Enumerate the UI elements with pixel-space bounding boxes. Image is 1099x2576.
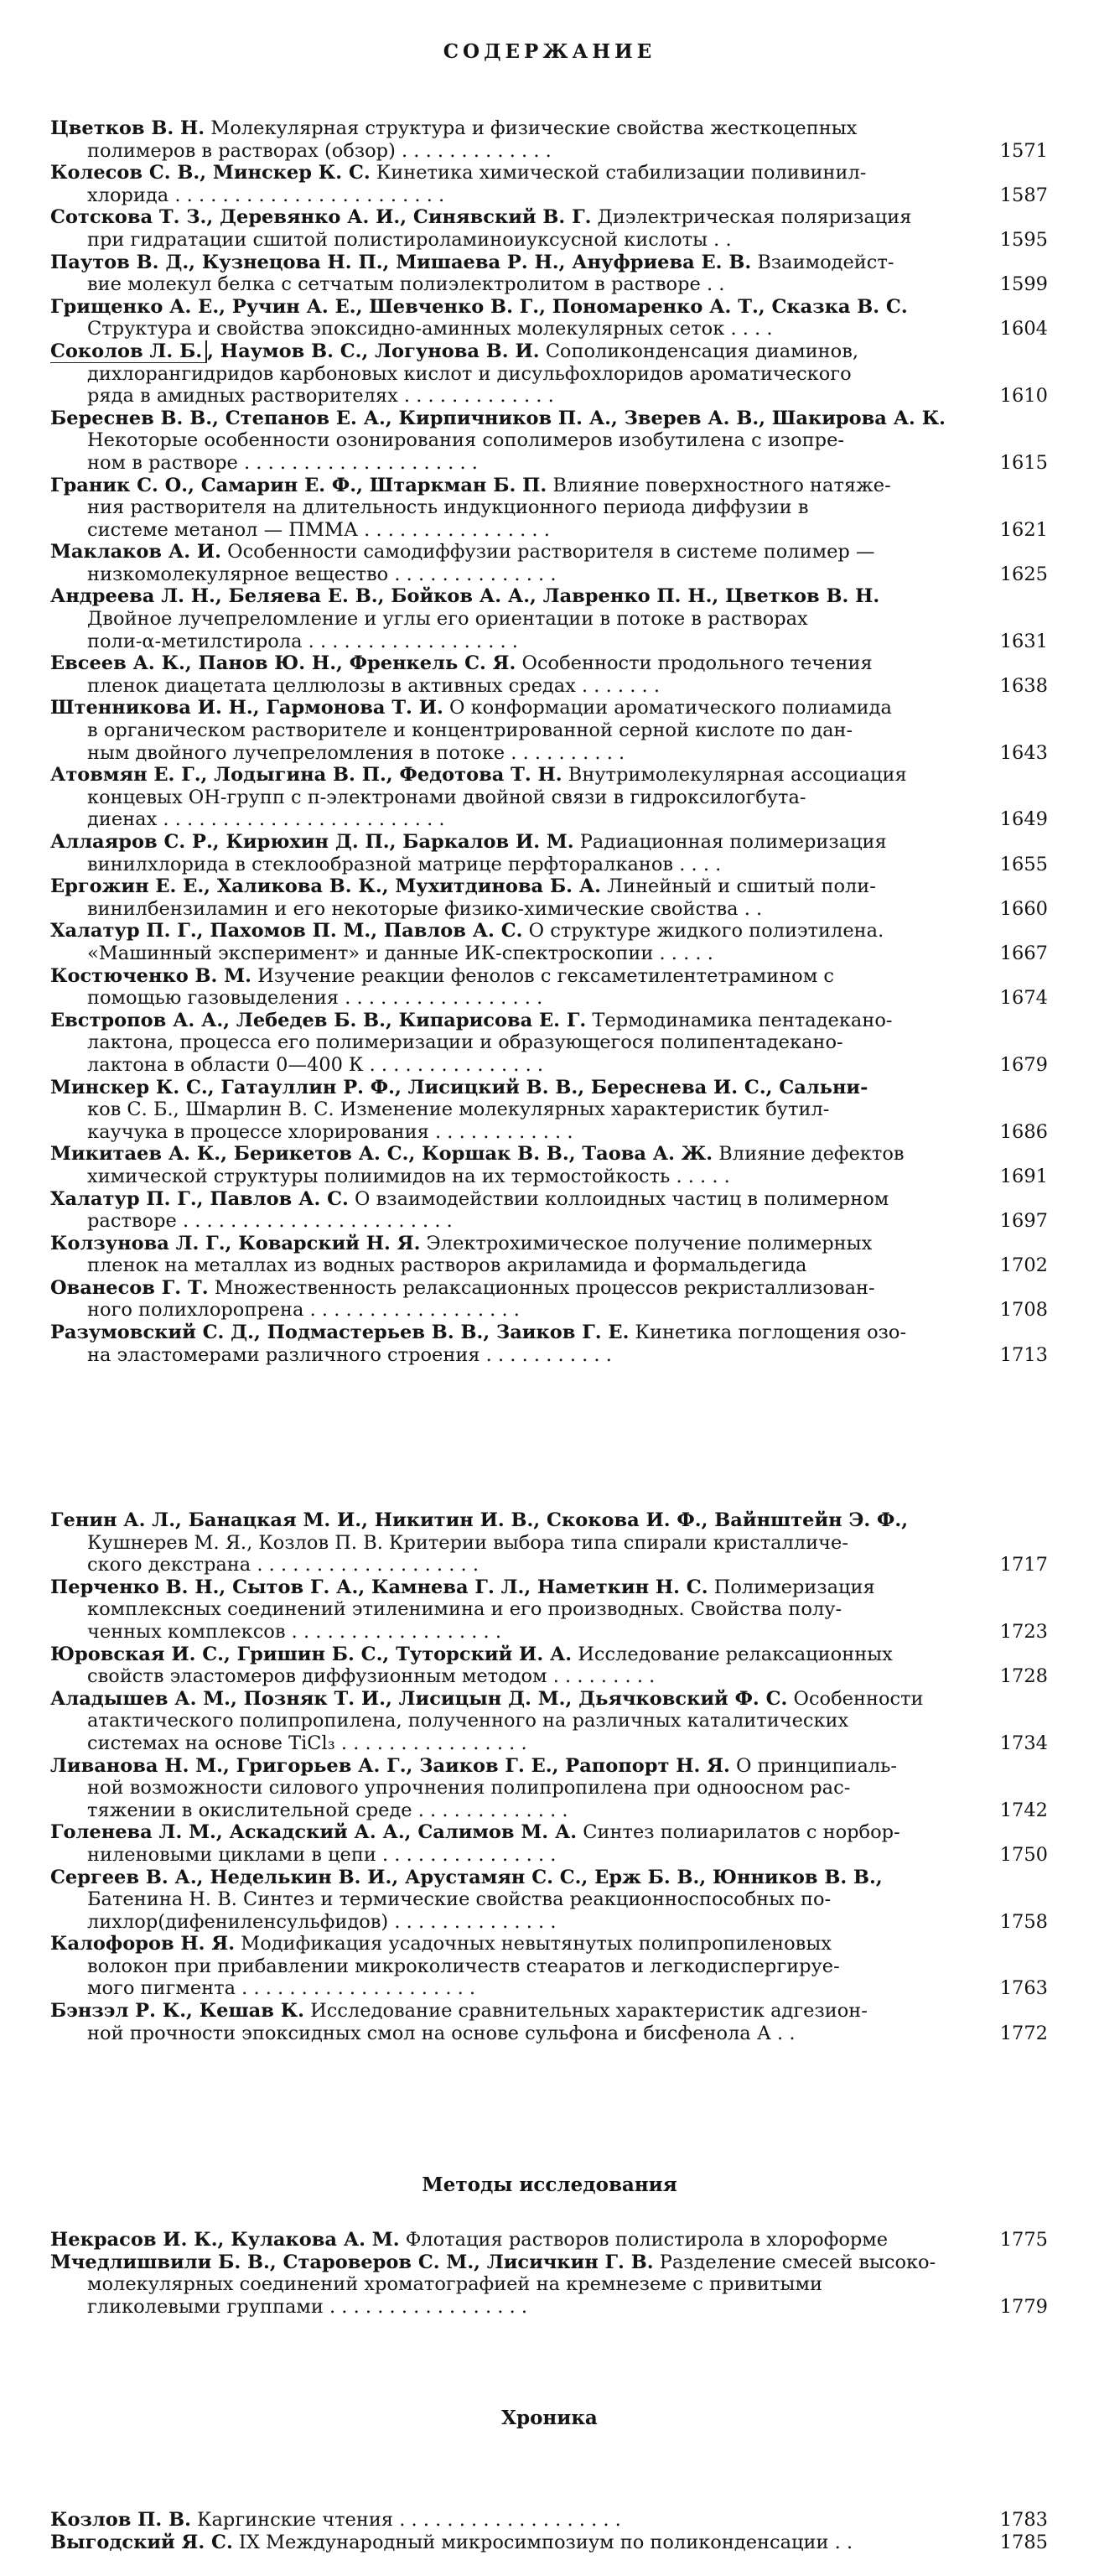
entry-title-text: Особенности самодиффузии растворителя в системе полимер —: [220, 541, 875, 564]
entry-authors: Бэнзэл Р. К., Кешав К.: [50, 2000, 305, 2023]
toc-entry: [50, 2000, 1048, 2044]
entry-title-text: «Машинный эксперимент» и данные ИК-спектроскопии . . . . .: [87, 942, 713, 964]
entry-continuation-line: [50, 808, 972, 831]
entry-authors: Аладышев А. М., Позняк Т. И., Лисицын Д. М., Дьячковский Ф. С.: [50, 1687, 788, 1710]
entry-continuation-line: [50, 363, 972, 386]
entry-page-number: 1723: [999, 1620, 1048, 1643]
toc-entry: [50, 1933, 1048, 2000]
entry-continuation-line: [50, 1665, 972, 1688]
entry-page-number: 1615: [999, 451, 1048, 474]
toc-entry: [50, 1688, 1048, 1755]
entry-continuation-line: [50, 987, 972, 1010]
entry-first-line: [50, 965, 972, 988]
toc-entry: [50, 1644, 1048, 1688]
entry-first-line: [50, 1143, 972, 1166]
entry-title-text: Термодинамика пентадекано-: [586, 1009, 893, 1031]
entry-title-text: молекулярных соединений хроматографией на кремнеземе с привитыми: [87, 2273, 822, 2296]
entry-continuation-line: [50, 1800, 972, 1822]
entry-title-text: лихлор(дифениленсульфидов) . . . . . . . . . . . . . .: [87, 1910, 557, 1933]
entry-continuation-line: [50, 1031, 972, 1054]
entry-title-text: Радиационная полимеризация: [573, 831, 887, 853]
entry-title-text: Сополиконденсация диаминов,: [539, 340, 859, 362]
entry-page-number: 1679: [999, 1053, 1048, 1076]
entry-page-number: 1587: [999, 184, 1048, 206]
entry-page-number: 1595: [999, 228, 1048, 251]
entry-title-text: дихлорангидридов карбоновых кислот и дисульфохлоридов ароматического: [87, 362, 852, 385]
entry-continuation-line: [50, 1210, 972, 1233]
toc-entry: [50, 408, 1048, 475]
entry-first-line: [50, 1576, 972, 1599]
entry-title-text: Внутримолекулярная ассоциация: [562, 764, 907, 787]
entry-authors: Голенева Л. М., Аскадский А. А., Салимов М. А.: [50, 1821, 578, 1844]
entry-continuation-line: [50, 631, 972, 653]
entry-first-line: [50, 585, 972, 608]
entry-continuation-line: [50, 1977, 972, 2000]
entry-first-line: [50, 697, 972, 719]
entry-first-line: [50, 296, 972, 319]
toc-entry: [50, 1821, 1048, 1866]
entry-continuation-line: [50, 1054, 972, 1077]
entry-title-text: ков С. Б., Шмарлин В. С. Изменение молекулярных характеристик бутил-: [87, 1098, 830, 1121]
entry-first-line: [50, 2532, 972, 2554]
toc-entry: [50, 1233, 1048, 1277]
entry-title-text: свойств эластомеров диффузионным методом . . . . . . . . .: [87, 1665, 656, 1688]
entry-authors: Колесов С. В., Минскер К. С.: [50, 162, 371, 184]
entry-title-text: Синтез полиарилатов с норбор-: [577, 1821, 900, 1844]
entry-title-text: в органическом растворителе и концентрированной серной кислоте по дан-: [87, 719, 853, 742]
entry-title-text: мого пигмента . . . . . . . . . . . . . . . . . . . .: [87, 1977, 476, 2000]
entry-title-text: ной прочности эпоксидных смол на основе сульфона и бисфенола А . .: [87, 2022, 796, 2044]
entry-title-text: Особенности: [787, 1687, 924, 1710]
entry-page-number: 1625: [999, 563, 1048, 585]
toc-entry: [50, 162, 1048, 206]
entry-title-text: ном в растворе . . . . . . . . . . . . . . . . . . . .: [87, 451, 478, 474]
toc-entry: [50, 1077, 1048, 1144]
entry-title-text: Каргинские чтения . . . . . . . . . . . . . . . . . . .: [190, 2509, 621, 2531]
entry-title-text: Множественность релаксационных процессов рекристаллизован-: [208, 1276, 875, 1299]
toc-entry: [50, 764, 1048, 831]
entry-title-text: винилхлорида в стеклообразной матрице перфторалканов . . . .: [87, 853, 722, 875]
contents-section-methods: [50, 2229, 1048, 2318]
entry-authors: Некрасов И. К., Кулакова А. М.: [50, 2229, 400, 2251]
toc-entry: [50, 2251, 1048, 2319]
entry-authors: Генин А. Л., Банацкая М. И., Никитин И. В., Скокова И. Ф., Вайнштейн Э. Ф.,: [50, 1509, 909, 1531]
toc-entry: [50, 965, 1048, 1010]
entry-page-number: 1599: [999, 273, 1048, 296]
toc-entry: [50, 1509, 1048, 1576]
entry-title-text: Флотация растворов полистирола в хлороформе: [399, 2229, 889, 2251]
entry-first-line: [50, 206, 972, 229]
entry-title-text: помощью газовыделения . . . . . . . . . . . . . . . . .: [87, 987, 543, 1010]
entry-title-text: комплексных соединений этиленимина и его производных. Свойства полу-: [87, 1598, 842, 1621]
entry-title-text: пленок диацетата целлюлозы в активных средах . . . . . . .: [87, 674, 660, 697]
entry-continuation-line: [50, 943, 972, 965]
entry-page-number: 1702: [999, 1254, 1048, 1277]
contents-section-second: [50, 1509, 1048, 2044]
entry-page-number: 1713: [999, 1343, 1048, 1366]
toc-entry: [50, 697, 1048, 764]
entry-title-text: лактона, процесса его полимеризации и образующегося полипентадекано-: [87, 1031, 843, 1054]
entry-authors: Козлов П. В.: [50, 2509, 191, 2531]
entry-title-text: Двойное лучепреломление и углы его ориентации в потоке в растворах: [87, 608, 808, 631]
entry-first-line: [50, 2251, 972, 2274]
toc-entry: [50, 1277, 1048, 1322]
page-title: СОДЕРЖАНИЕ: [443, 40, 656, 63]
entry-title-text: Модификация усадочных невытянутых полипропиленовых: [235, 1933, 832, 1955]
entry-continuation-line: [50, 1098, 972, 1121]
entry-first-line: [50, 1188, 972, 1211]
entry-page-number: 1686: [999, 1120, 1048, 1143]
section-heading-chronicle: Хроника: [501, 2407, 598, 2429]
entry-authors: Паутов В. Д., Кузнецова Н. П., Мишаева Р. Н., Ануфриева Е. В.: [50, 251, 752, 273]
toc-entry: [50, 1143, 1048, 1187]
entry-title-text: ния растворителя на длительность индукционного периода диффузии в: [87, 496, 809, 519]
entry-first-line: [50, 1867, 972, 1889]
toc-entry: [50, 831, 1048, 875]
entry-continuation-line: [50, 1254, 972, 1277]
entry-title-text: концевых ОН-групп с π-электронами двойной связи в гидроксилогбута-: [87, 786, 806, 808]
entry-page-number: 1717: [999, 1554, 1048, 1576]
entry-page-number: 1638: [999, 674, 1048, 697]
entry-page-number: 1758: [999, 1910, 1048, 1933]
entry-title-text: атактического полипропилена, полученного на различных каталитических: [87, 1710, 849, 1732]
entry-continuation-line: [50, 1299, 972, 1322]
entry-first-line: [50, 252, 972, 274]
entry-authors: Цветков В. Н.: [50, 117, 205, 139]
entry-first-line: [50, 475, 972, 497]
entry-title-text: на эластомерами различного строения . . . . . . . . . . .: [87, 1343, 612, 1366]
entry-continuation-line: [50, 1777, 972, 1800]
entry-title-text: химической структуры полиимидов на их термостойкость . . . . .: [87, 1165, 730, 1187]
entry-page-number: 1610: [999, 385, 1048, 408]
entry-continuation-line: [50, 1554, 972, 1576]
entry-title-text: пленок на металлах из водных растворов акриламида и формальдегида: [87, 1254, 807, 1277]
entry-continuation-line: [50, 854, 972, 876]
entry-authors: Костюченко В. М.: [50, 964, 251, 987]
entry-authors-tail: , Наумов В. С., Логунова В. И.: [207, 340, 540, 362]
entry-continuation-line: [50, 1732, 972, 1755]
entry-authors: Маклаков А. И.: [50, 541, 221, 564]
entry-title-text: ского декстрана . . . . . . . . . . . . . . . . . . .: [87, 1554, 479, 1576]
entry-authors: Ливанова Н. М., Григорьев А. Г., Заиков Г. Е., Рапопорт Н. Я.: [50, 1754, 730, 1777]
entry-title-text: IX Международный микросимпозиум по поликонденсации . .: [232, 2531, 853, 2553]
entry-page-number: 1674: [999, 987, 1048, 1010]
toc-entry: [50, 1576, 1048, 1644]
entry-first-line: [50, 1821, 972, 1844]
entry-title-text: Кинетика химической стабилизации поливинил-: [370, 162, 867, 184]
entry-title-text: тяжении в окислительной среде . . . . . . . . . . . . .: [87, 1799, 568, 1821]
entry-title-text: Полимеризация: [708, 1576, 875, 1598]
entry-continuation-line: [50, 184, 972, 207]
entry-continuation-line: [50, 608, 972, 631]
entry-title-text: Некоторые особенности озонирования сополимеров изобутилена с изопре-: [87, 429, 844, 452]
entry-page-number: 1643: [999, 741, 1048, 764]
section-heading-methods: Методы исследования: [422, 2174, 677, 2196]
entry-authors: Перченко В. Н., Сытов Г. А., Камнева Г. Л., Наметкин Н. С.: [50, 1576, 708, 1598]
entry-continuation-line: [50, 318, 972, 340]
entry-page-number: 1708: [999, 1299, 1048, 1322]
entry-page-number: 1772: [999, 2022, 1048, 2044]
entry-title-text: Кушнерев М. Я., Козлов П. В. Критерии выбора типа спирали кристалличе-: [87, 1531, 848, 1554]
entry-continuation-line: [50, 2273, 972, 2296]
entry-page-number: 1728: [999, 1665, 1048, 1688]
entry-title-text: Кинетика поглощения озо-: [629, 1322, 907, 1344]
toc-entry: [50, 1867, 1048, 1934]
entry-continuation-line: [50, 429, 972, 452]
entry-title-text: диенах . . . . . . . . . . . . . . . . . . . . . . . .: [87, 808, 445, 831]
entry-title-text: каучука в процессе хлорирования . . . . . . . . . . . .: [87, 1120, 573, 1143]
entry-first-line: [50, 340, 972, 363]
entry-page-number: 1604: [999, 318, 1048, 340]
toc-entry: [50, 1322, 1048, 1366]
entry-first-line: [50, 2509, 972, 2532]
toc-entry: [50, 585, 1048, 652]
entry-first-line: [50, 117, 972, 140]
entry-page-number: 1621: [999, 518, 1048, 541]
entry-title-text: ной возможности силового упрочнения полипропилена при одноосном рас-: [87, 1777, 851, 1800]
toc-entry: [50, 475, 1048, 542]
entry-title-text: Линейный и сшитый поли-: [601, 875, 876, 898]
entry-title-text: О принципиаль-: [729, 1754, 898, 1777]
entry-first-line: [50, 2229, 972, 2251]
entry-first-line: [50, 1755, 972, 1778]
entry-authors: Минскер К. С., Гатауллин Р. Ф., Лисицкий В. В., Береснева И. С., Сальни-: [50, 1076, 868, 1098]
entry-authors: Микитаев А. К., Берикетов А. С., Коршак В. В., Таова А. Ж.: [50, 1143, 713, 1166]
entry-title-text: полимеров в растворах (обзор) . . . . . . . . . . . . .: [87, 139, 552, 162]
contents-section-main: [50, 117, 1048, 1366]
entry-title-text: системе метанол — ПММА . . . . . . . . . . . . . . . .: [87, 518, 550, 541]
entry-first-line: [50, 764, 972, 787]
entry-continuation-line: [50, 1532, 972, 1555]
entry-page-number: 1697: [999, 1210, 1048, 1233]
entry-first-line: [50, 831, 972, 854]
entry-authors: Аллаяров С. Р., Кирюхин Д. П., Баркалов И. М.: [50, 831, 574, 853]
entry-title-text: Особенности продольного течения: [516, 652, 873, 675]
entry-continuation-line: [50, 519, 972, 542]
toc-entry: [50, 1755, 1048, 1822]
entry-title-text: хлорида . . . . . . . . . . . . . . . . . . . . . . .: [87, 184, 445, 206]
entry-continuation-line: [50, 1598, 972, 1621]
entry-title-text: Влияние дефектов: [713, 1143, 905, 1166]
entry-continuation-line: [50, 452, 972, 475]
entry-title-text: Электрохимическое получение полимерных: [420, 1232, 873, 1254]
entry-authors: Сергеев В. А., Неделькин В. И., Арустамян С. С., Ерж Б. В., Юнников В. В.,: [50, 1866, 883, 1888]
toc-entry: [50, 252, 1048, 296]
toc-entry: [50, 2229, 1048, 2251]
entry-title-text: Молекулярная структура и физические свойства жесткоцепных: [205, 117, 858, 139]
toc-entry: [50, 2509, 1048, 2532]
entry-title-text: лактона в области 0—400 К . . . . . . . . . . . . . . .: [87, 1053, 544, 1076]
entry-title-text: низкомолекулярное вещество . . . . . . . . . . . . . .: [87, 563, 557, 585]
entry-authors: Мчедлишвили Б. В., Староверов С. М., Лисичкин Г. В.: [50, 2251, 654, 2273]
entry-authors: Береснев В. В., Степанов Е. А., Кирпичников П. А., Зверев А. В., Шакирова А. К.: [50, 407, 946, 429]
entry-continuation-line: [50, 1344, 972, 1367]
entry-authors: Ергожин Е. Е., Халикова В. К., Мухитдинова Б. А.: [50, 875, 602, 898]
entry-authors: Халатур П. Г., Пахомов П. М., Павлов А. С.: [50, 920, 523, 943]
entry-first-line: [50, 1277, 972, 1300]
entry-continuation-line: [50, 1710, 972, 1732]
entry-page-number: 1750: [999, 1843, 1048, 1866]
entry-title-text: поли-α-метилстирола . . . . . . . . . . . . . . . . . .: [87, 630, 518, 652]
entry-first-line: [50, 1233, 972, 1255]
entry-first-line: [50, 920, 972, 943]
entry-continuation-line: [50, 564, 972, 586]
toc-entry: [50, 206, 1048, 251]
entry-authors: Сотскова Т. З., Деревянко А. И., Синявский В. Г.: [50, 206, 592, 229]
entry-continuation-line: [50, 273, 972, 296]
entry-page-number: 1655: [999, 853, 1048, 875]
entry-title-text: О конформации ароматического полиамида: [443, 697, 892, 719]
entry-page-number: 1571: [999, 139, 1048, 162]
toc-entry: [50, 875, 1048, 920]
entry-title-text: Диэлектрическая поляризация: [591, 206, 912, 229]
entry-title-text: Влияние поверхностного натяже-: [547, 474, 891, 496]
entry-title-text: ченных комплексов . . . . . . . . . . . . . . . . . .: [87, 1620, 502, 1643]
entry-continuation-line: [50, 496, 972, 519]
entry-first-line: [50, 875, 972, 898]
entry-continuation-line: [50, 2023, 972, 2045]
toc-entry: [50, 2532, 1048, 2554]
entry-authors: Граник С. О., Самарин Е. Ф., Штаркман Б. П.: [50, 474, 547, 496]
entry-continuation-line: [50, 719, 972, 742]
toc-entry: [50, 340, 1048, 408]
entry-continuation-line: [50, 229, 972, 252]
entry-page-number: 1742: [999, 1799, 1048, 1821]
entry-first-line: [50, 1933, 972, 1955]
entry-title-text: Разделение смесей высоко-: [653, 2251, 936, 2273]
entry-title-text: растворе . . . . . . . . . . . . . . . . . . . . . . .: [87, 1210, 453, 1233]
entry-authors: Разумовский С. Д., Подмастерьев В. В., Заиков Г. Е.: [50, 1322, 630, 1344]
entry-continuation-line: [50, 2296, 972, 2319]
entry-title-text: винилбензиламин и его некоторые физико-химические свойства . .: [87, 897, 763, 920]
entry-continuation-line: [50, 1844, 972, 1867]
entry-title-text: Батенина Н. В. Синтез и термические свойства реакционноспособных по-: [87, 1888, 832, 1911]
entry-page-number: 1783: [999, 2509, 1048, 2531]
entry-title-text: О структуре жидкого полиэтилена.: [522, 920, 884, 943]
entry-first-line: [50, 1077, 972, 1099]
entry-first-line: [50, 652, 972, 675]
entry-authors: Евсеев А. К., Панов Ю. Н., Френкель С. Я.: [50, 652, 516, 675]
entry-page-number: 1667: [999, 942, 1048, 964]
entry-page-number: 1734: [999, 1732, 1048, 1754]
entry-authors: Калофоров Н. Я.: [50, 1933, 236, 1955]
entry-title-text: Исследование сравнительных характеристик адгезион-: [304, 2000, 868, 2023]
entry-page-number: 1631: [999, 630, 1048, 652]
entry-continuation-line: [50, 1888, 972, 1911]
entry-authors: Андреева Л. Н., Беляева Е. В., Бойков А. А., Лавренко П. Н., Цветков В. Н.: [50, 585, 880, 608]
entry-first-line: [50, 1509, 972, 1532]
entry-title-text: ного полихлоропрена . . . . . . . . . . . . . . . . . .: [87, 1299, 520, 1322]
entry-continuation-line: [50, 898, 972, 921]
entry-first-line: [50, 1322, 972, 1344]
entry-page-number: 1775: [999, 2229, 1048, 2251]
entry-page-number: 1785: [999, 2531, 1048, 2553]
entry-title-text: ным двойного лучепреломления в потоке . . . . . . . . . .: [87, 741, 625, 764]
entry-continuation-line: [50, 1621, 972, 1644]
entry-continuation-line: [50, 1955, 972, 1978]
entry-authors: Юровская И. С., Гришин Б. С., Туторский И. А.: [50, 1643, 573, 1665]
toc-entry: [50, 541, 1048, 585]
entry-continuation-line: [50, 742, 972, 765]
entry-title-text: Изучение реакции фенолов с гексаметилентетрамином с: [251, 964, 834, 987]
entry-continuation-line: [50, 1121, 972, 1144]
entry-authors: Штенникова И. Н., Гармонова Т. И.: [50, 697, 443, 719]
entry-first-line: [50, 1688, 972, 1711]
entry-title-text: Взаимодейст-: [751, 251, 894, 273]
entry-first-line: [50, 1010, 972, 1032]
entry-authors: Ованесов Г. Т.: [50, 1276, 209, 1299]
toc-entry: [50, 1188, 1048, 1233]
entry-page-number: 1779: [999, 2295, 1048, 2318]
entry-title-text: волокон при прибавлении микроколичеств стеаратов и легкодиспергируе-: [87, 1955, 840, 1977]
entry-title-text: ряда в амидных растворителях . . . . . . . . . . . . .: [87, 385, 554, 408]
entry-title-text: Исследование релаксационных: [572, 1643, 893, 1665]
entry-authors: Выгодский Я. С.: [50, 2531, 233, 2553]
entry-page-number: 1763: [999, 1977, 1048, 2000]
entry-authors: Грищенко А. Е., Ручин А. Е., Шевченко В. Г., Пономаренко А. Т., Сказка В. С.: [50, 295, 908, 318]
entry-authors: Колзунова Л. Г., Коварский Н. Я.: [50, 1232, 421, 1254]
entry-first-line: [50, 2000, 972, 2023]
entry-first-line: [50, 162, 972, 184]
entry-page-number: 1649: [999, 808, 1048, 831]
entry-first-line: [50, 408, 972, 430]
entry-continuation-line: [50, 385, 972, 408]
entry-authors: Атовмян Е. Г., Лодыгина В. П., Федотова Т. Н.: [50, 764, 562, 787]
entry-continuation-line: [50, 140, 972, 163]
entry-title-text: ниленовыми циклами в цепи . . . . . . . . . . . . . . .: [87, 1843, 557, 1866]
toc-entry: [50, 652, 1048, 697]
entry-page-number: 1691: [999, 1165, 1048, 1187]
toc-entry: [50, 1010, 1048, 1077]
entry-authors: Евстропов А. А., Лебедев Б. В., Кипарисова Е. Г.: [50, 1009, 587, 1031]
entry-first-line: [50, 1644, 972, 1666]
entry-authors: Соколов Л. Б.: [50, 340, 207, 363]
entry-title-text: при гидратации сшитой полистироламиноиуксусной кислоты . .: [87, 228, 732, 251]
contents-section-chronicle: [50, 2509, 1048, 2553]
entry-title-text: системах на основе TiCl₃ . . . . . . . . . . . . . . . .: [87, 1732, 527, 1754]
toc-entry: [50, 920, 1048, 964]
entry-continuation-line: [50, 675, 972, 698]
entry-continuation-line: [50, 1166, 972, 1188]
entry-continuation-line: [50, 1911, 972, 1934]
entry-first-line: [50, 541, 972, 564]
entry-authors: Халатур П. Г., Павлов А. С.: [50, 1187, 349, 1210]
entry-title-text: Структура и свойства эпоксидно-аминных молекулярных сеток . . . .: [87, 318, 773, 340]
entry-title-text: гликолевыми группами . . . . . . . . . . . . . . . . .: [87, 2295, 528, 2318]
entry-title-text: вие молекул белка с сетчатым полиэлектролитом в растворе . .: [87, 273, 725, 296]
entry-continuation-line: [50, 787, 972, 809]
entry-title-text: О взаимодействии коллоидных частиц в полимерном: [348, 1187, 889, 1210]
entry-page-number: 1660: [999, 897, 1048, 920]
toc-entry: [50, 117, 1048, 162]
toc-entry: [50, 296, 1048, 340]
